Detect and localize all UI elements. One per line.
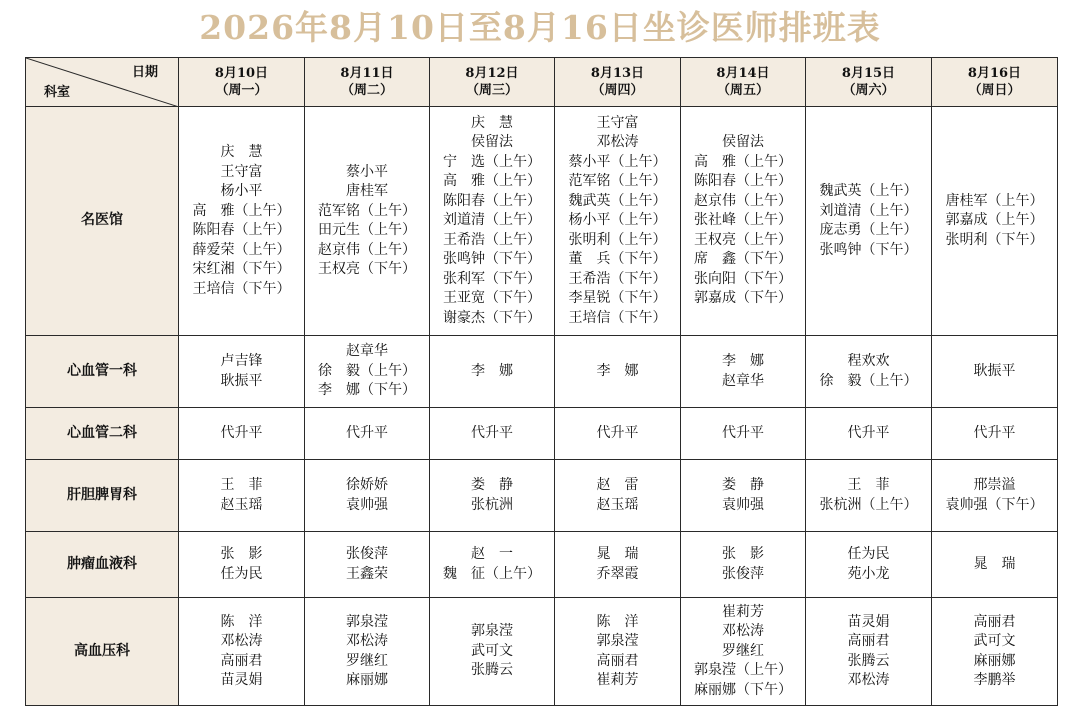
doctor-name: 邢崇溢 (973, 477, 1016, 493)
doctor-name: 范军铭（上午） (318, 202, 416, 219)
doctor-name: 高丽君 (847, 633, 890, 649)
doctor-name: 郭泉滢 (471, 623, 513, 640)
schedule-cell (179, 532, 305, 598)
doctor-name: 庆 慧 (471, 114, 513, 131)
day-weekday: （周一） (215, 83, 268, 98)
doctor-name: 李鹏举 (973, 672, 1016, 688)
doctor-name: 娄 静 (471, 477, 513, 493)
doctor-list (946, 476, 1044, 515)
doctor-name: 宋红湘（下午） (192, 261, 291, 277)
doctor-name: 王 菲 (847, 477, 890, 493)
doctor-name: 邓松涛 (722, 623, 764, 640)
doctor-name: 耿振平 (220, 372, 263, 389)
doctor-name: 代升平 (973, 424, 1016, 441)
doctor-name: 邓松涛 (596, 134, 639, 151)
doctor-name: 陈 洋 (220, 613, 263, 630)
schedule-row (26, 408, 1058, 460)
schedule-cell (555, 532, 681, 598)
day-weekday: （周二） (340, 83, 393, 98)
doctor-name: 苑小龙 (847, 565, 890, 582)
page-title: 2026年8月10日至8月16日坐诊医师排班表 (199, 8, 881, 47)
schedule-cell (932, 598, 1058, 706)
doctor-name: 赵 雷 (596, 477, 639, 493)
doctor-name: 邓松涛 (847, 672, 890, 688)
doctor-name: 赵玉瑶 (220, 496, 263, 513)
dept-name: 名医馆 (26, 107, 179, 336)
doctor-list (597, 613, 639, 691)
doctor-name: 魏 征（上午） (443, 565, 541, 582)
schedule-cell (179, 460, 305, 532)
doctor-list (569, 114, 667, 329)
doctor-list (318, 342, 416, 401)
doctor-list (820, 182, 918, 260)
doctor-list (346, 613, 388, 691)
doctor-name: 崔莉芳 (596, 672, 639, 688)
doctor-name: 李星锐（下午） (568, 290, 667, 307)
doctor-name: 罗继红 (722, 642, 764, 659)
doctor-name: 代升平 (220, 424, 263, 441)
doctor-name: 董 兵（下午） (568, 251, 667, 268)
doctor-list (597, 476, 639, 515)
doctor-name: 高 雅（上午） (443, 173, 541, 190)
doctor-list (597, 545, 639, 584)
header-row (26, 58, 1058, 107)
doctor-name: 范军铭（上午） (568, 173, 667, 190)
schedule-row (26, 532, 1058, 598)
doctor-name: 武可文 (471, 642, 513, 659)
doctor-list (193, 143, 291, 299)
doctor-name: 张鸣钟（下午） (819, 241, 918, 258)
doctor-name: 张腾云 (471, 662, 513, 679)
doctor-name: 郭泉滢（上午） (694, 662, 792, 679)
doctor-list (722, 476, 764, 515)
schedule-cell (179, 408, 305, 460)
doctor-name: 袁帅强 (722, 496, 764, 513)
doctor-name: 苗灵娟 (220, 672, 263, 688)
doctor-list (221, 545, 263, 584)
schedule-table (25, 57, 1058, 706)
day-header (430, 58, 555, 107)
doctor-list (694, 133, 792, 309)
schedule-cell (430, 336, 555, 408)
doctor-name: 王权亮（上午） (694, 231, 792, 248)
doctor-name: 娄 静 (722, 477, 764, 493)
doctor-list (471, 622, 513, 681)
doctor-list (221, 476, 263, 515)
doctor-name: 李 娜（下午） (318, 382, 416, 399)
doctor-name: 麻丽娜 (973, 652, 1016, 669)
doctor-list (722, 352, 764, 391)
corner-cell (26, 58, 179, 107)
doctor-name: 高丽君 (973, 613, 1016, 630)
schedule-cell (430, 408, 555, 460)
doctor-name: 陈阳春（上午） (694, 173, 792, 190)
doctor-name: 张俊萍 (346, 546, 388, 562)
doctor-name: 袁帅强 (346, 496, 388, 513)
day-header (555, 58, 681, 107)
doctor-name: 张杭洲（上午） (819, 496, 918, 513)
doctor-name: 李 娜 (722, 353, 764, 369)
schedule-row (26, 107, 1058, 336)
doctor-name: 赵 一 (471, 546, 513, 562)
doctor-name: 代升平 (722, 424, 764, 441)
doctor-list (221, 613, 263, 691)
doctor-name: 王希浩（下午） (568, 270, 667, 287)
day-date: 8月11日 (340, 66, 394, 81)
doctor-name: 苗灵娟 (847, 613, 890, 630)
schedule-cell (305, 532, 430, 598)
doctor-name: 席 鑫（下午） (694, 251, 792, 268)
doctor-list (848, 613, 890, 691)
schedule-cell (932, 107, 1058, 336)
schedule-cell (555, 460, 681, 532)
schedule-cell (806, 598, 932, 706)
schedule-cell (681, 598, 806, 706)
schedule-cell (806, 408, 932, 460)
doctor-name: 郭泉滢 (346, 613, 388, 630)
doctor-name: 侯留法 (471, 134, 513, 151)
doctor-name: 蔡小平（上午） (568, 153, 667, 170)
doctor-name: 蔡小平 (346, 163, 388, 180)
doctor-list (946, 192, 1044, 251)
doctor-name: 李 娜 (596, 362, 639, 379)
doctor-name: 魏武英（上午） (568, 192, 667, 209)
doctor-name: 代升平 (596, 424, 639, 441)
doctor-list (694, 603, 792, 701)
doctor-name: 赵章华 (346, 343, 388, 360)
day-weekday: （周四） (591, 83, 644, 98)
schedule-cell (179, 107, 305, 336)
doctor-name: 唐桂军（上午） (945, 192, 1044, 209)
doctor-list (820, 476, 918, 515)
doctor-name: 王守富 (220, 163, 263, 180)
doctor-name: 赵京伟（上午） (318, 241, 416, 258)
doctor-list (597, 362, 639, 382)
doctor-name: 卢吉锋 (220, 353, 263, 369)
doctor-name: 麻丽娜（下午） (694, 681, 792, 698)
schedule-cell (681, 408, 806, 460)
schedule-row (26, 460, 1058, 532)
dept-name: 心血管一科 (26, 336, 179, 408)
schedule-cell (179, 598, 305, 706)
doctor-name: 王鑫荣 (346, 565, 388, 582)
day-weekday: （周三） (465, 83, 518, 98)
doctor-name: 晁 瑞 (596, 546, 639, 562)
doctor-name: 王守富 (596, 114, 639, 131)
doctor-name: 程欢欢 (847, 353, 890, 369)
doctor-name: 徐娇娇 (346, 477, 388, 493)
doctor-name: 代升平 (847, 424, 890, 441)
doctor-list (318, 163, 416, 280)
day-date: 8月10日 (214, 66, 269, 81)
doctor-list (221, 352, 263, 391)
dept-name: 肝胆脾胃科 (26, 460, 179, 532)
doctor-list (471, 362, 513, 382)
doctor-name: 郭泉滢 (596, 633, 639, 649)
doctor-name: 张明利（上午） (568, 231, 667, 248)
doctor-name: 武可文 (973, 633, 1016, 649)
day-date: 8月16日 (967, 66, 1022, 81)
schedule-cell (430, 598, 555, 706)
doctor-name: 王权亮（下午） (318, 261, 416, 277)
schedule-cell (305, 107, 430, 336)
doctor-list (597, 424, 639, 444)
schedule-cell (806, 460, 932, 532)
doctor-name: 赵京伟（上午） (694, 192, 792, 209)
schedule-cell (806, 107, 932, 336)
schedule-cell (430, 460, 555, 532)
doctor-name: 陈阳春（上午） (192, 222, 291, 238)
day-date: 8月13日 (590, 66, 645, 81)
schedule-cell (681, 336, 806, 408)
schedule-cell (305, 336, 430, 408)
doctor-list (471, 424, 513, 444)
doctor-list (722, 545, 764, 584)
schedule-cell (305, 460, 430, 532)
doctor-name: 张 影 (722, 546, 764, 562)
doctor-name: 侯留法 (722, 134, 764, 151)
day-weekday: （周五） (716, 83, 769, 98)
doctor-list (974, 613, 1016, 691)
doctor-name: 任为民 (220, 565, 263, 582)
doctor-name: 高 雅（上午） (192, 202, 291, 219)
day-header (179, 58, 305, 107)
schedule-cell (555, 408, 681, 460)
day-header (305, 58, 430, 107)
doctor-name: 代升平 (471, 424, 513, 441)
doctor-list (974, 424, 1016, 444)
doctor-name: 薛爱荣（上午） (192, 241, 291, 258)
schedule-cell (555, 107, 681, 336)
doctor-list (471, 476, 513, 515)
doctor-name: 张杭洲 (471, 496, 513, 513)
doctor-name: 刘道清（上午） (443, 212, 541, 229)
doctor-list (346, 545, 388, 584)
doctor-name: 陈阳春（上午） (443, 192, 541, 209)
schedule-cell (681, 107, 806, 336)
schedule-cell (430, 107, 555, 336)
doctor-name: 魏武英（上午） (819, 183, 918, 199)
doctor-name: 赵章华 (722, 372, 764, 389)
doctor-list (443, 545, 541, 584)
schedule-cell (932, 336, 1058, 408)
day-header (932, 58, 1058, 107)
schedule-cell (179, 336, 305, 408)
doctor-name: 王培信（下午） (568, 309, 667, 326)
day-weekday: （周六） (842, 83, 895, 98)
doctor-list (848, 424, 890, 444)
schedule-cell (806, 532, 932, 598)
schedule-cell (932, 460, 1058, 532)
doctor-name: 谢豪杰（下午） (443, 309, 541, 326)
schedule-row (26, 336, 1058, 408)
doctor-name: 晁 瑞 (973, 555, 1016, 572)
doctor-name: 崔莉芳 (722, 603, 764, 620)
schedule-row (26, 598, 1058, 706)
doctor-list (221, 424, 263, 444)
doctor-name: 郭嘉成（上午） (945, 212, 1044, 229)
doctor-name: 高 雅（上午） (694, 153, 792, 170)
corner-date-label: 日期 (131, 65, 158, 80)
schedule-cell (681, 460, 806, 532)
doctor-name: 王 菲 (220, 477, 263, 493)
doctor-name: 张腾云 (847, 652, 890, 669)
schedule-cell (430, 532, 555, 598)
doctor-name: 唐桂军 (346, 183, 388, 199)
doctor-name: 徐 毅（上午） (318, 362, 416, 379)
doctor-list (722, 424, 764, 444)
doctor-name: 郭嘉成（下午） (694, 290, 792, 307)
doctor-name: 田元生（上午） (318, 222, 416, 238)
doctor-list (848, 545, 890, 584)
dept-name: 高血压科 (26, 598, 179, 706)
doctor-list (974, 555, 1016, 575)
day-header (806, 58, 932, 107)
dept-name: 肿瘤血液科 (26, 532, 179, 598)
day-date: 8月14日 (716, 66, 770, 81)
doctor-name: 袁帅强（下午） (945, 496, 1044, 513)
doctor-name: 任为民 (847, 546, 890, 562)
doctor-name: 刘道清（上午） (819, 202, 918, 219)
doctor-name: 张社峰（上午） (694, 212, 792, 229)
doctor-name: 代升平 (346, 424, 388, 441)
schedule-cell (932, 532, 1058, 598)
doctor-name: 高丽君 (220, 652, 263, 669)
doctor-list (346, 476, 388, 515)
day-header (681, 58, 806, 107)
doctor-name: 王培信（下午） (192, 280, 291, 297)
schedule-cell (806, 336, 932, 408)
doctor-name: 赵玉瑶 (596, 496, 639, 513)
corner-dept-label: 科室 (44, 85, 71, 100)
doctor-name: 耿振平 (973, 362, 1016, 379)
doctor-name: 邓松涛 (220, 633, 263, 649)
doctor-list (820, 352, 918, 391)
schedule-cell (932, 408, 1058, 460)
day-date: 8月12日 (465, 66, 519, 81)
doctor-name: 李 娜 (471, 362, 513, 379)
doctor-name: 高丽君 (596, 652, 639, 669)
doctor-name: 乔翠霞 (596, 565, 639, 582)
doctor-name: 庆 慧 (220, 144, 263, 160)
doctor-name: 张明利（下午） (945, 231, 1044, 248)
doctor-name: 杨小平 (220, 183, 263, 199)
doctor-name: 庞志勇（上午） (819, 222, 918, 238)
doctor-name: 张利军（下午） (443, 270, 541, 287)
dept-name: 心血管二科 (26, 408, 179, 460)
doctor-name: 张向阳（下午） (694, 270, 792, 287)
doctor-name: 罗继红 (346, 652, 388, 669)
doctor-name: 杨小平（上午） (568, 212, 667, 229)
doctor-name: 陈 洋 (596, 613, 639, 630)
day-weekday: （周日） (968, 83, 1021, 98)
doctor-name: 王亚宽（下午） (443, 290, 541, 307)
schedule-cell (305, 408, 430, 460)
doctor-name: 宁 选（上午） (443, 153, 541, 170)
doctor-list (346, 424, 388, 444)
doctor-name: 麻丽娜 (346, 672, 388, 688)
doctor-list (443, 114, 541, 329)
doctor-name: 张鸣钟（下午） (443, 251, 541, 268)
doctor-name: 张俊萍 (722, 565, 764, 582)
doctor-list (974, 362, 1016, 382)
doctor-name: 王希浩（上午） (443, 231, 541, 248)
schedule-cell (555, 598, 681, 706)
doctor-name: 邓松涛 (346, 633, 388, 649)
schedule-cell (555, 336, 681, 408)
schedule-cell (305, 598, 430, 706)
day-date: 8月15日 (841, 66, 896, 81)
doctor-name: 徐 毅（上午） (819, 372, 918, 389)
schedule-cell (681, 532, 806, 598)
doctor-name: 张 影 (220, 546, 263, 562)
